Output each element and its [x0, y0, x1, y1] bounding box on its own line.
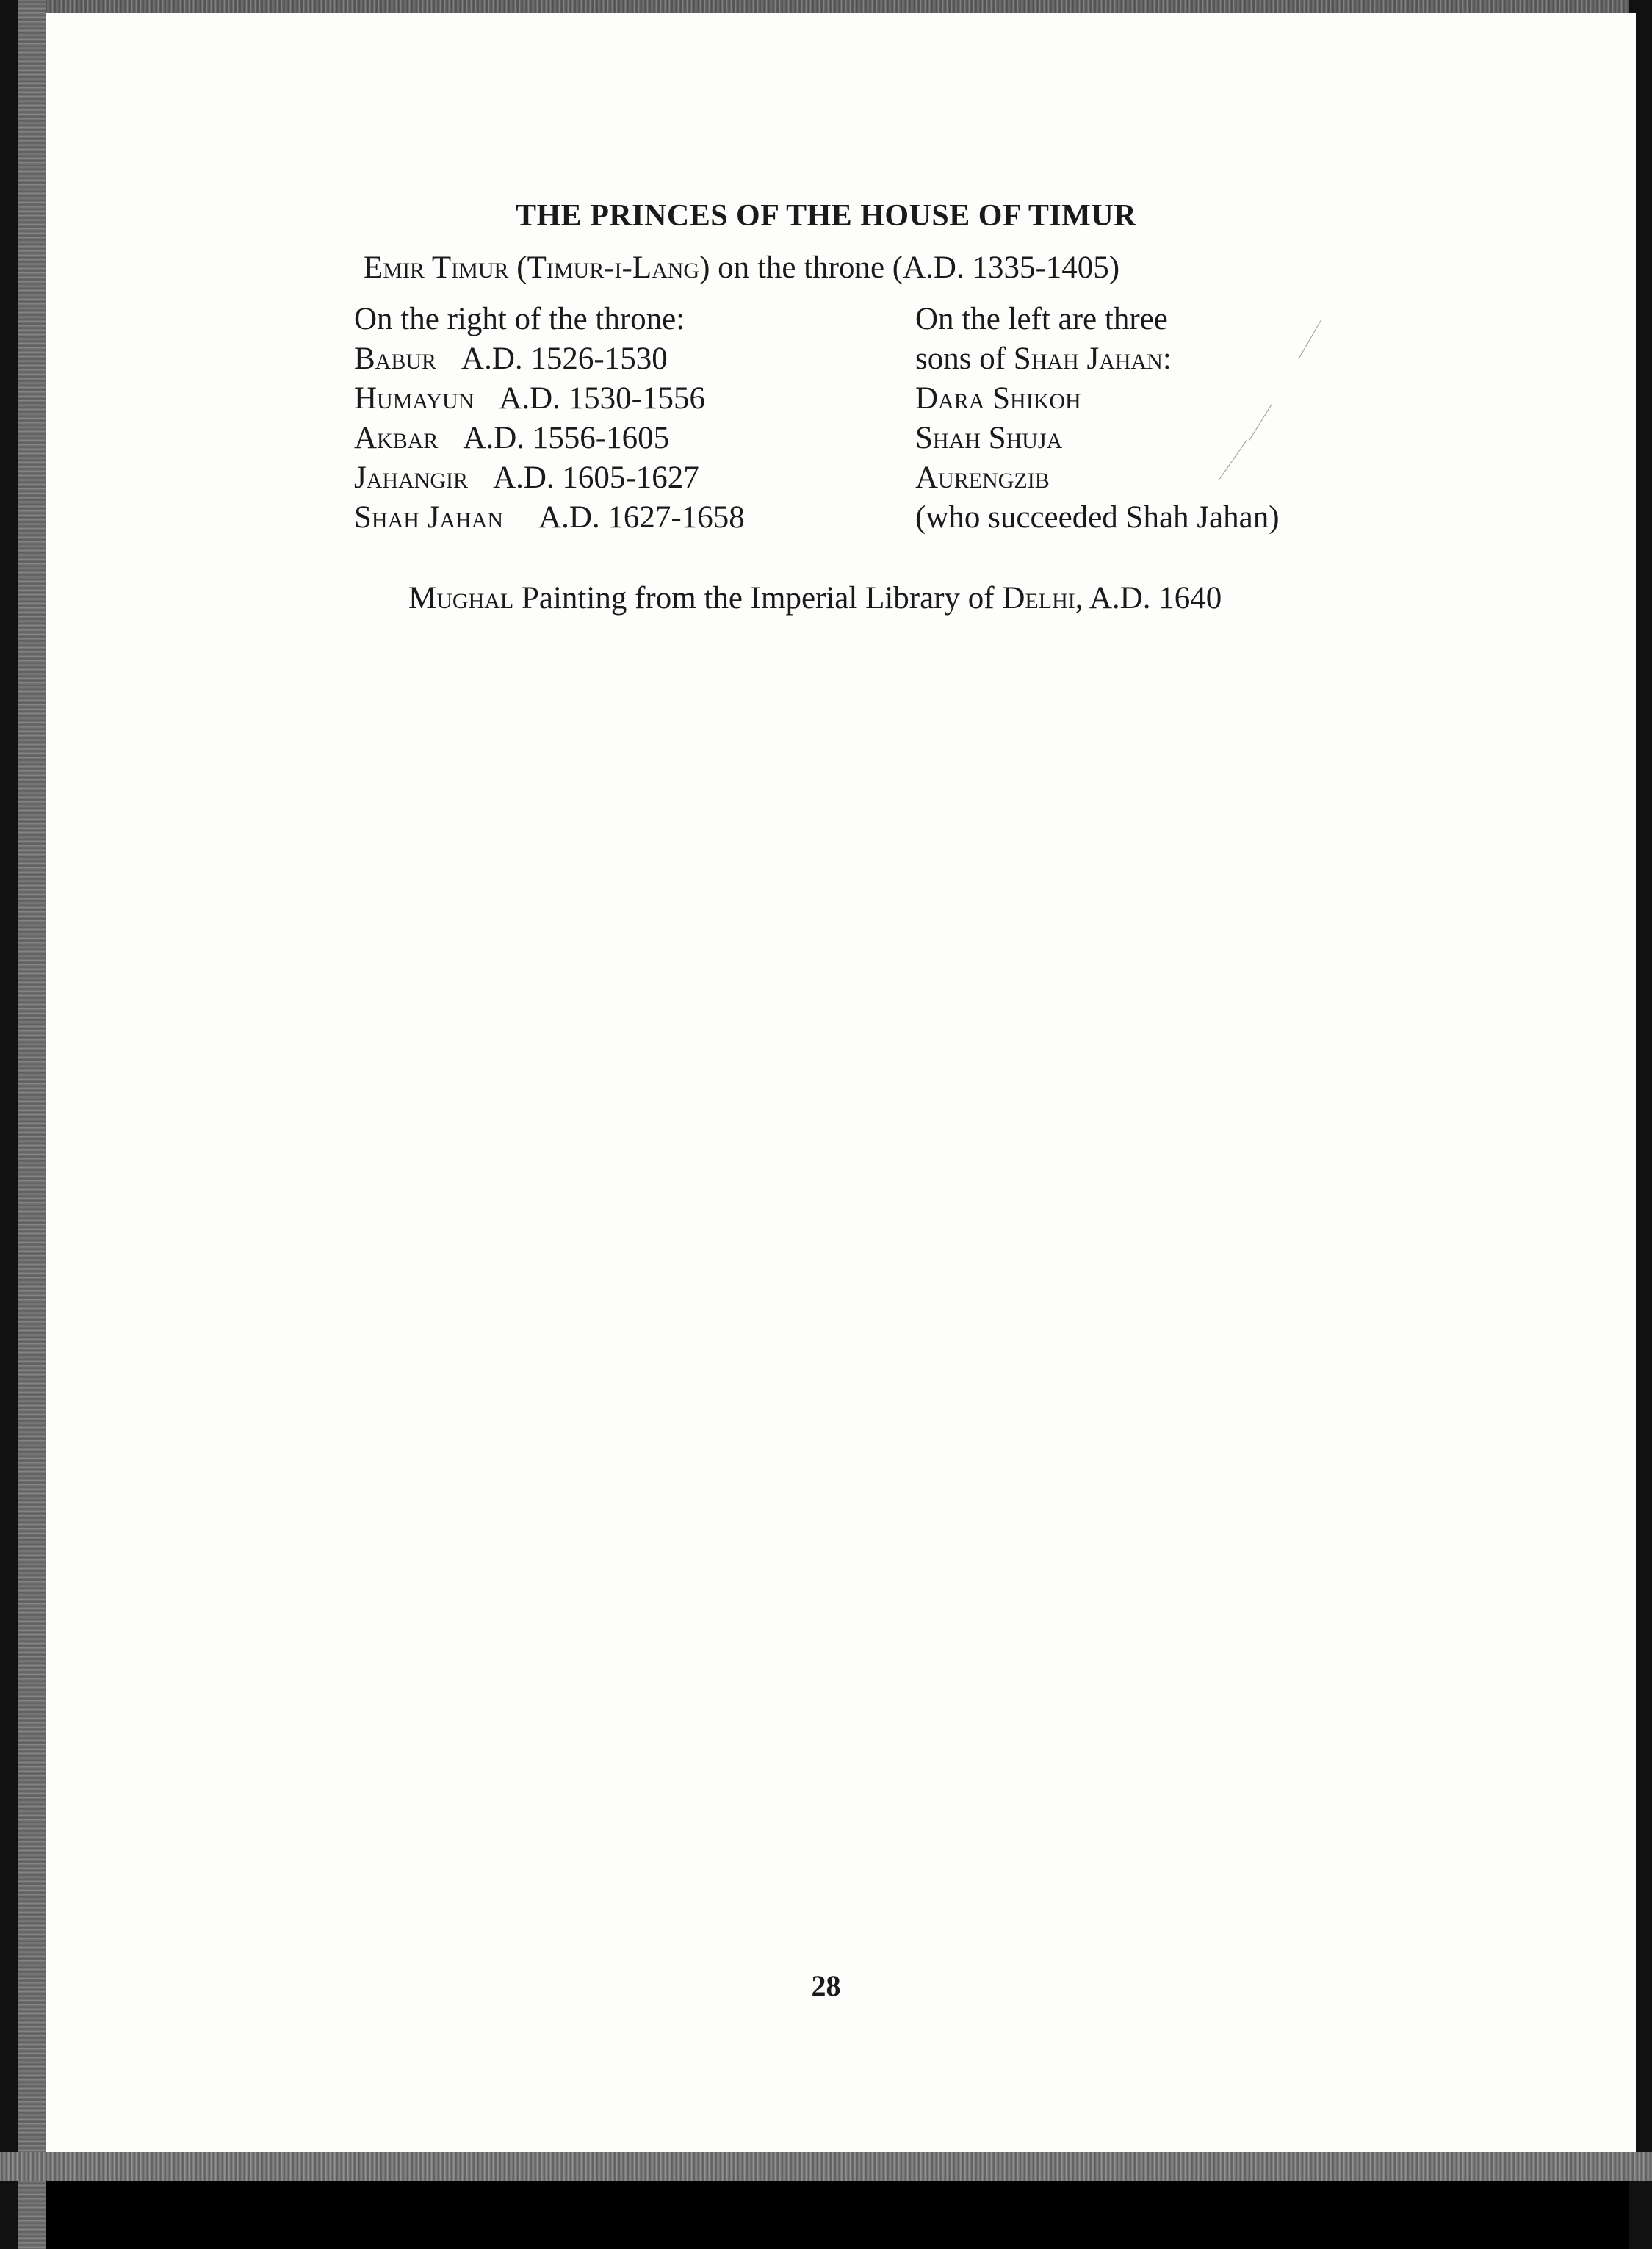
caption-date: A.D. 1640	[1089, 581, 1222, 616]
ruler-name: Babur	[354, 342, 437, 376]
ruler-name: Humayun	[354, 381, 475, 416]
ruler-name: Jahangir	[354, 461, 469, 495]
caption-text: Painting from the Imperial Library of	[521, 581, 995, 616]
ruler-row	[354, 499, 745, 535]
son-name: Aurengzib	[915, 461, 1050, 495]
scan-edge-bottom	[0, 2152, 1652, 2181]
heading2-suffix: :	[1162, 342, 1172, 376]
throne-ruler-alias: (Timur-i-Lang)	[516, 250, 710, 285]
son-name: Shah Shuja	[915, 421, 1063, 455]
succession-note: (who succeeded Shah Jahan)	[915, 500, 1280, 535]
left-column-heading: On the left are three	[915, 302, 1168, 336]
figure-caption	[408, 580, 1222, 616]
heading2-name: Shah Jahan	[1013, 342, 1163, 376]
ruler-name: Shah Jahan	[354, 500, 504, 535]
heading2-prefix: sons of	[915, 342, 1006, 376]
right-column-heading: On the right of the throne:	[354, 302, 685, 336]
caption-school: Mughal	[408, 581, 514, 616]
ruler-years: A.D. 1605-1627	[493, 461, 699, 495]
ruler-row	[354, 380, 705, 416]
ruler-years: A.D. 1556-1605	[463, 421, 670, 455]
son-name: Dara Shikoh	[915, 381, 1081, 416]
throne-line	[364, 250, 1119, 286]
ruler-row	[354, 420, 669, 456]
book-spine-edge	[0, 0, 46, 2249]
throne-line-rest: on the throne (A.D. 1335-1405)	[718, 250, 1120, 285]
caption-place: Delhi,	[1002, 581, 1083, 616]
ruler-years: A.D. 1627-1658	[538, 500, 745, 535]
scan-edge-top	[0, 0, 1652, 13]
throne-ruler-name: Emir Timur	[364, 250, 509, 285]
left-column-heading-2	[915, 341, 1172, 377]
page-number: 28	[811, 1969, 841, 2002]
ruler-years: A.D. 1530-1556	[499, 381, 705, 416]
ruler-row	[354, 341, 668, 377]
page-title: THE PRINCES OF THE HOUSE OF TIMUR	[516, 199, 1136, 233]
ruler-years: A.D. 1526-1530	[461, 342, 668, 376]
ruler-row	[354, 460, 699, 496]
ruler-name: Akbar	[354, 421, 439, 455]
book-page	[46, 13, 1636, 2171]
